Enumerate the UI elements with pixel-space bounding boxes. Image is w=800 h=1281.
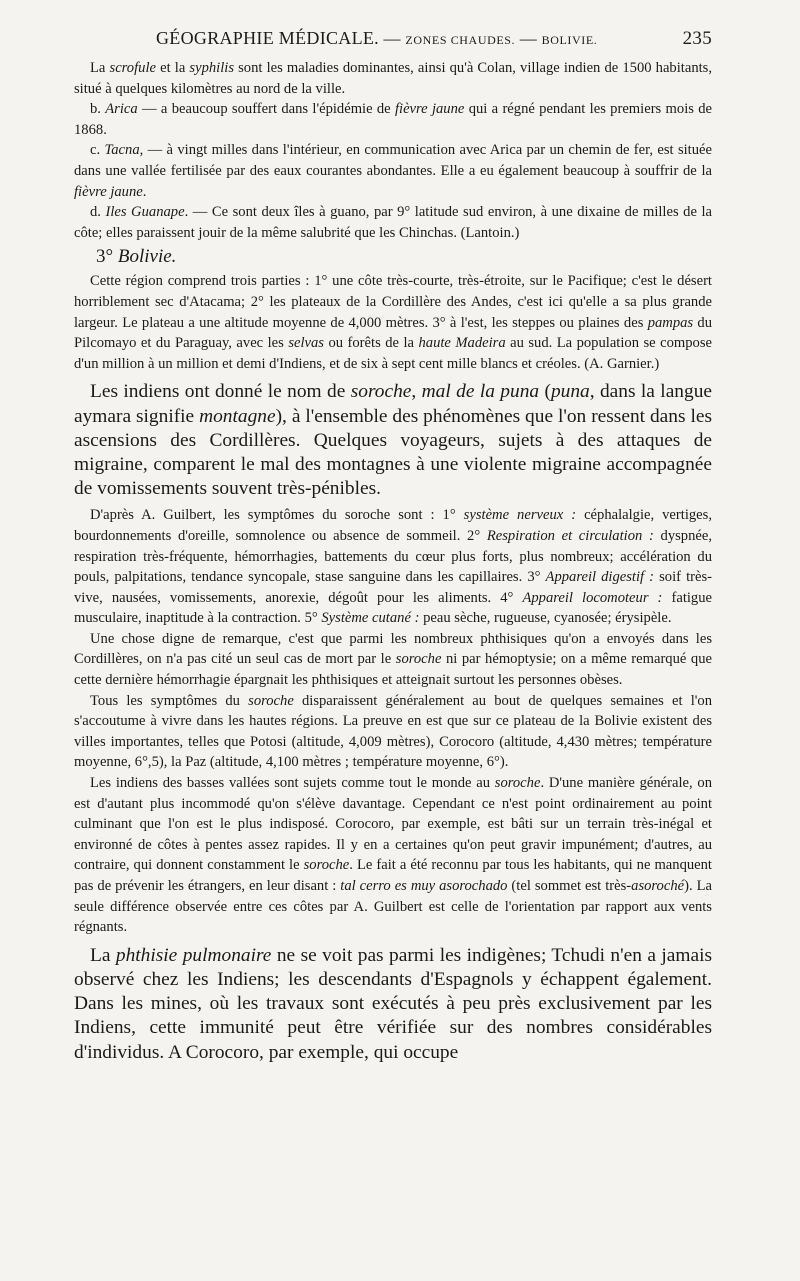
running-header <box>74 28 712 50</box>
paragraph-soroche-intro: Les indiens ont donné le nom de soroche, mal de la puna (puna, dans la langue aymara signifie montagne), à l'ensemble des phénomènes que l'on ressent dans les ascensions des Cordillères. Quelques voyageurs, sujets à des attaques de migraine, comparent le mal des montagnes à une violente migraine accompagnée de vomissements souvent très-pénibles. <box>74 381 712 500</box>
paragraph-symptomes: D'après A. Guilbert, les symptômes du soroche sont : 1° système nerveux : céphalalgie, vertiges, bourdonnements d'oreille, somnolence ou absence de sommeil. 2° Respiration et circulation : dyspnée, respiration très-fréquente, hémorrhagies, battements du cœur plus forts, plus nombreux; accélération du pouls, palpitations, tendance syncopale, stase sanguine dans les capillaires. 3° Appareil digestif : soif très-vive, nausées, vomissements, anorexie, dégoût pour les aliments. 4° Appareil locomoteur : fatigue musculaire, inaptitude à la contraction. 5° Système cutané : peau sèche, rugueuse, cyanosée; érysipèle. <box>74 507 712 627</box>
paragraph-phthisiques: Une chose digne de remarque, c'est que parmi les nombreux phthisiques qu'on a envoyés dans les Cordillères, on n'a pas cité un seul cas de mort par le soroche ni par hémoptysie; on a même remarqué que cette dernière hémorrhagie épargnait les phthisiques et atteignait surtout les personnes obèses. <box>74 630 712 689</box>
page-number: 235 <box>682 28 712 49</box>
paragraph-basses-vallees: Les indiens des basses vallées sont sujets comme tout le monde au soroche. D'une manière générale, on est d'autant plus incommodé qu'on s'élève davantage. Cependant ce n'est point ordinairement au point culminant que l'on est le plus indisposé. Corocoro, par exemple, est bâti sur un terrain très-inégal et environné de côtes à pentes assez rapides. Il y en a certaines qu'on peut gravir impunément; d'autres, au contraire, qui donnent constamment le soroche. Le fait a été reconnu par tous les habitants, qui ne manquent pas de prévenir les étrangers, en leur disant : tal cerro es muy asorochado (tel sommet est très-asoroché). La seule différence observée entre ces côtes par A. Guilbert est celle de l'orientation par rapport aux vents régnants. <box>74 775 712 936</box>
paragraph-arica: b. Arica — a beaucoup souffert dans l'épidémie de fièvre jaune qui a régné pendant les premiers mois de 1868. <box>74 101 713 138</box>
header-title: GÉOGRAPHIE MÉDICALE. — ZONES CHAUDES. — BOLIVIE. <box>156 28 598 48</box>
paragraph-region: Cette région comprend trois parties : 1° une côte très-courte, très-étroite, sur le Pacifique; c'est le désert horriblement sec d'Atacama; 2° les plateaux de la Cordillère des Andes, c'est ici qu'elle a sa plus grande largeur. Le plateau a une altitude moyenne de 4,000 mètres. 3° à l'est, les steppes ou plaines des pampas du Pilcomayo et du Paraguay, avec les selvas ou forêts de la haute Madeira au sud. La population se compose d'un million à un million et demi d'Indiens, et de six à sept cent mille blancs et créoles. (A. Garnier.) <box>74 273 712 372</box>
paragraph-phthisie: La phthisie pulmonaire ne se voit pas parmi les indigènes; Tchudi n'en a jamais observé chez les Indiens; les descendants d'Espagnols y échappent également. Dans les mines, où les travaux sont exécutés à peu près exclusivement par les Indiens, cette immunité peut être vérifiée sur des nombres considérables d'individus. A Corocoro, par exemple, qui occupe <box>74 944 713 1063</box>
paragraph-tacna: c. Tacna, — à vingt milles dans l'intérieur, en communication avec Arica par un chemin de fer, est située dans une vallée fertilisée par des eaux courantes abondantes. Elle a eu également beaucoup à souffrir de la fièvre jaune. <box>74 142 712 200</box>
paragraph-scrofule: La scrofule et la syphilis sont les maladies dominantes, ainsi qu'à Colan, village indien de 1500 habitants, situé à quelques kilomètres au nord de la ville. <box>74 60 712 97</box>
paragraph-guanape: d. Iles Guanape. — Ce sont deux îles à guano, par 9° latitude sud environ, à une dixaine de milles de la côte; elles paraissent jouir de la même salubrité que les Chinchas. (Lantoin.) <box>74 204 712 241</box>
paragraph-accoutume: Tous les symptômes du soroche disparaissent généralement au bout de quelques semaines et l'on s'accoutume à vivre dans les hautes régions. La preuve en est que sur ce plateau de la Bolivie existent des villes importantes, telles que Potosi (altitude, 4,009 mètres), Corocoro (altitude, 4,430 mètres; température moyenne, 6°,5), la Paz (altitude, 4,100 mètres ; température moyenne, 6°). <box>74 692 712 771</box>
section-heading-bolivie: 3° Bolivie. <box>96 246 177 268</box>
